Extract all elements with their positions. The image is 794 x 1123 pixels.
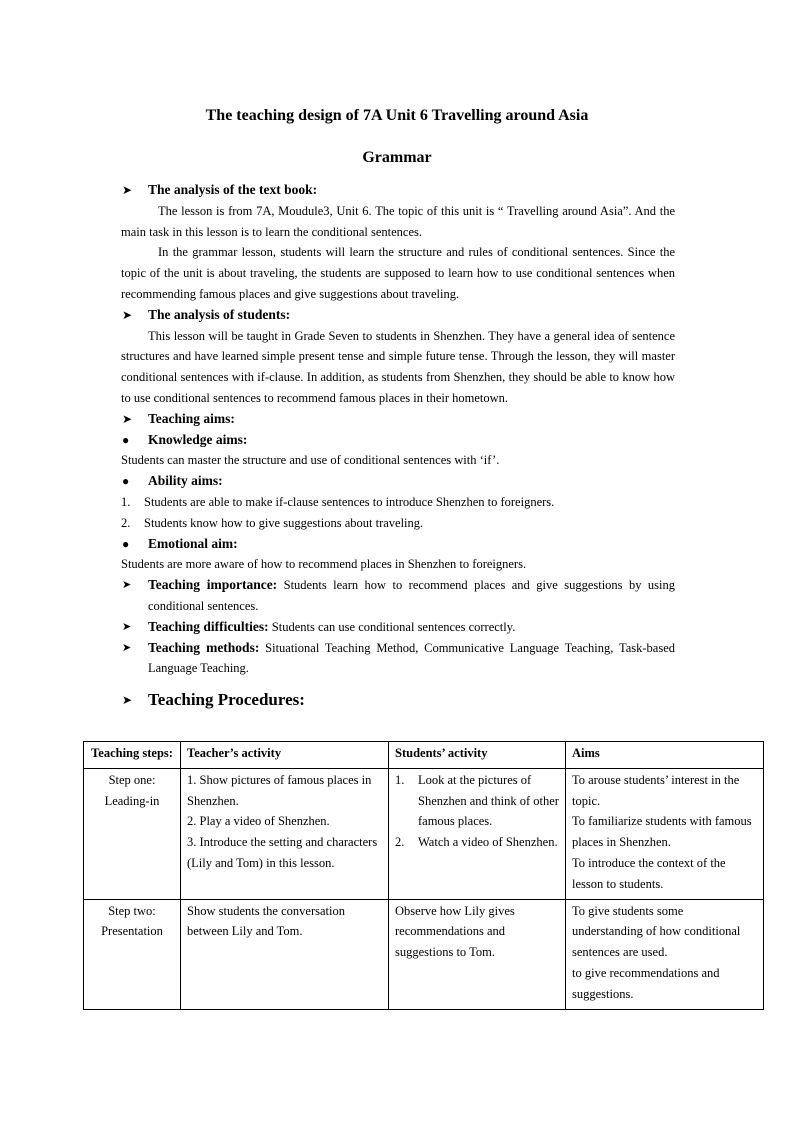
students-activity-cell: Observe how Lily gives recommendations and suggestions to Tom.: [389, 899, 566, 1009]
table-row: [84, 768, 764, 899]
ability-aim-item: 1. Students are able to make if-clause sentences to introduce Shenzhen to foreigners.: [121, 494, 555, 509]
document-body: [121, 180, 675, 712]
text-book-paragraph-2: In the grammar lesson, students will learn the structure and rules of conditional sentences. Since the topic of the unit is about traveling, the students are supposed to learn how to use conditional sentences when recommending famous places and give suggestions about traveling.: [121, 245, 675, 301]
aims-cell: To give students some understanding of how conditional sentences are used. to give recommendations and suggestions.: [566, 899, 764, 1009]
arrow-bullet-icon: ➤: [122, 641, 132, 654]
step-cell: Step one: Leading-in: [84, 768, 181, 899]
dot-bullet-icon: ●: [122, 536, 130, 551]
subheading-knowledge-aims: ● Knowledge aims:: [121, 430, 675, 451]
table-row: [84, 899, 764, 1009]
emotional-aim-text: Students are more aware of how to recommend places in Shenzhen to foreigners.: [121, 557, 527, 572]
dot-bullet-icon: ●: [122, 432, 130, 447]
section-heading-teaching-aims: ➤ Teaching aims:: [121, 409, 675, 430]
students-activity-cell: [389, 768, 566, 899]
aims-cell: To arouse students’ interest in the topic. To familiarize students with famous places in Shenzhen. To introduce the context of the lesson to students.: [566, 768, 764, 899]
teacher-activity-cell: 1. Show pictures of famous places in Shenzhen. 2. Play a video of Shenzhen. 3. Introduce the setting and characters (Lily and Tom) in this lesson.: [181, 768, 389, 899]
students-paragraph: This lesson will be taught in Grade Seven to students in Shenzhen. They have a general idea of sentence structures and have learned simple present tense and simple future tense. Through the lesson, they will master conditional sentences with if-clause. In addition, as students from Shenzhen, they should be able to know how to use conditional sentences to recommend famous places in their hometown.: [121, 328, 675, 405]
subheading-ability-aims: ● Ability aims:: [121, 471, 675, 492]
step-cell: Step two: Presentation: [84, 899, 181, 1009]
table-header-row: [84, 742, 764, 769]
knowledge-aims-text: Students can master the structure and use of conditional sentences with ‘if’.: [121, 453, 500, 468]
arrow-bullet-icon: ➤: [122, 579, 132, 592]
arrow-bullet-icon: ➤: [122, 183, 133, 197]
section-heading-students: ➤ The analysis of students:: [121, 305, 675, 326]
dot-bullet-icon: ●: [122, 474, 130, 489]
ability-aim-item: 2. Students know how to give suggestions about traveling.: [121, 515, 424, 530]
teaching-methods: ➤ Teaching methods: Situational Teaching Method, Communicative Language Teaching, Task-based Language Teaching.: [122, 639, 676, 676]
column-header: Students’ activity: [389, 742, 566, 769]
subheading-emotional-aim: ● Emotional aim:: [121, 534, 675, 555]
document-title: The teaching design of 7A Unit 6 Travelling around Asia: [205, 107, 589, 124]
list-item: 1. Look at the pictures of Shenzhen and think of other famous places.: [395, 772, 559, 829]
teaching-difficulties: ➤ Teaching difficulties: Students can use conditional sentences correctly.: [121, 617, 675, 638]
column-header: Teacher’s activity: [181, 742, 389, 769]
teaching-importance: ➤ Teaching importance: Students learn how to recommend places and give suggestions by using conditional sentences.: [122, 577, 675, 613]
arrow-bullet-icon: ➤: [122, 307, 133, 322]
list-item: 2. Watch a video of Shenzhen.: [395, 835, 558, 850]
column-header: Aims: [566, 742, 764, 769]
text-book-paragraph-1: The lesson is from 7A, Moudule3, Unit 6. The topic of this unit is “ Travelling around Asia”. And the main task in this lesson is to learn the conditional sentences.: [121, 203, 675, 239]
arrow-bullet-icon: ➤: [122, 620, 132, 633]
section-heading-text-book: ➤ The analysis of the text book:: [121, 180, 675, 201]
section-heading-procedures: ➤ Teaching Procedures:: [121, 688, 675, 712]
arrow-bullet-icon: ➤: [122, 693, 133, 708]
arrow-bullet-icon: ➤: [122, 411, 133, 426]
procedures-table: [83, 741, 764, 1010]
teacher-activity-cell: Show students the conversation between Lily and Tom.: [181, 899, 389, 1009]
column-header: Teaching steps:: [84, 742, 181, 769]
document-subtitle: Grammar: [362, 149, 432, 166]
